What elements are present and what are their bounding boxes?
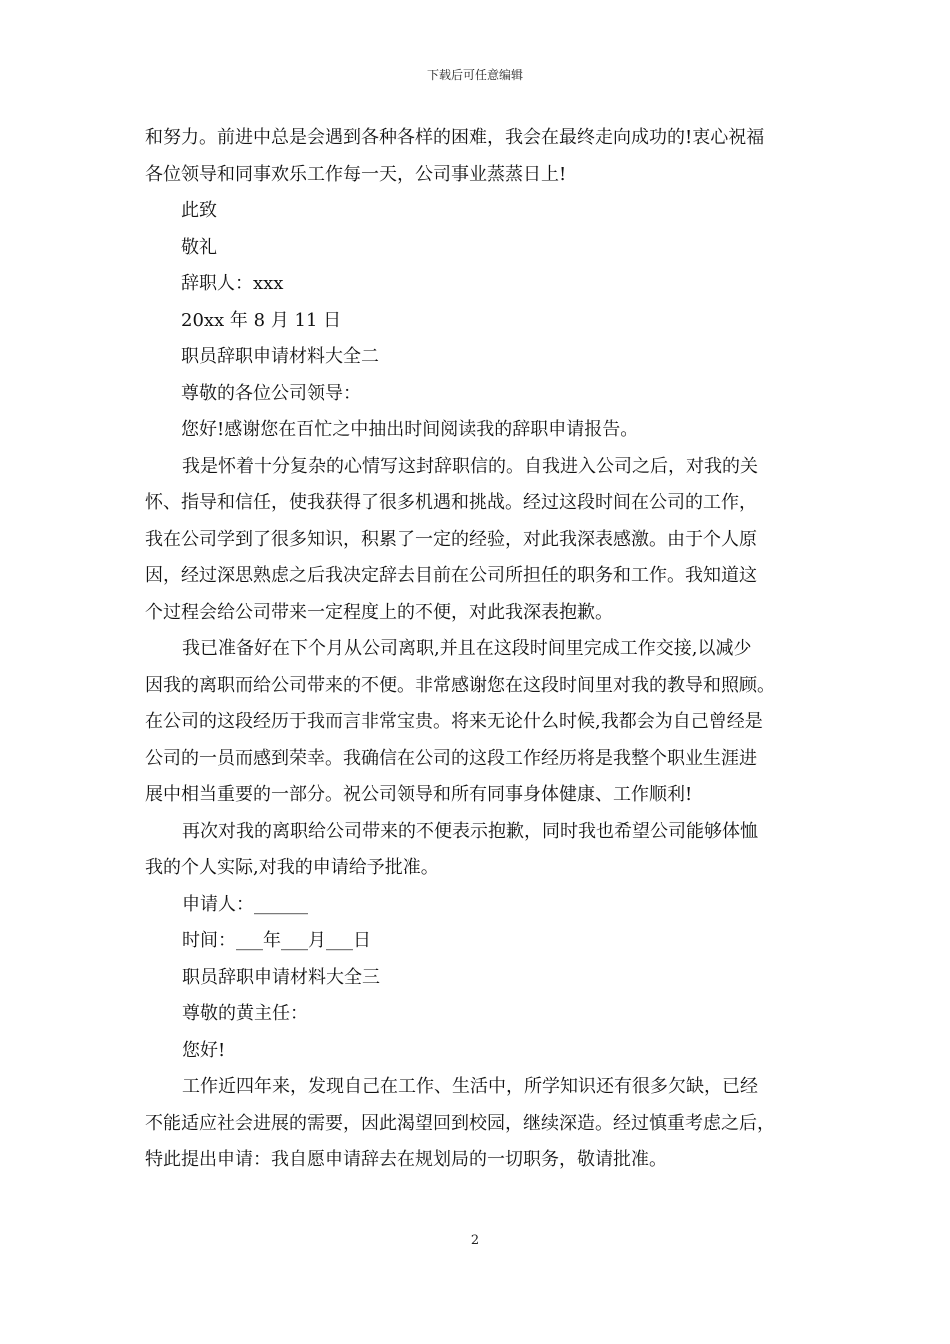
- text-line: 敬礼: [181, 236, 217, 258]
- text-line: 时间：___年___月___日: [182, 930, 371, 951]
- text-line: 特此提出申请：我自愿申请辞去在规划局的一切职务，敬请批准。: [145, 1149, 667, 1170]
- text-line: 我已准备好在下个月从公司离职,并且在这段时间里完成工作交接,以减少: [182, 638, 752, 659]
- text-line: 展中相当重要的一部分。祝公司领导和所有同事身体健康、工作顺利!: [145, 784, 693, 805]
- text-line: 在公司的这段经历于我而言非常宝贵。将来无论什么时候,我都会为自己曾经是: [145, 711, 763, 732]
- text-line: 您好!: [182, 1039, 226, 1061]
- text-line: 不能适应社会进展的需要，因此渴望回到校园，继续深造。经过慎重考虑之后，: [145, 1112, 775, 1134]
- text-line: 因，经过深思熟虑之后我决定辞去目前在公司所担任的职务和工作。我知道这: [145, 565, 757, 586]
- text-line: 个过程会给公司带来一定程度上的不便，对此我深表抱歉。: [145, 601, 613, 623]
- text-line: 此致: [181, 200, 217, 221]
- text-line: 您好!感谢您在百忙之中抽出时间阅读我的辞职申请报告。: [181, 419, 639, 440]
- text-line: 公司的一员而感到荣幸。我确信在公司的这段工作经历将是我整个职业生涯进: [145, 747, 757, 769]
- text-line: 怀、指导和信任，使我获得了很多机遇和挑战。经过这段时间在公司的工作，: [145, 492, 757, 513]
- text-line: 各位领导和同事欢乐工作每一天，公司事业蒸蒸日上!: [145, 163, 567, 185]
- text-line: 我的个人实际,对我的申请给予批准。: [145, 857, 439, 878]
- text-line: 工作近四年来，发现自己在工作、生活中，所学知识还有很多欠缺，已经: [182, 1076, 758, 1097]
- text-line: 因我的离职而给公司带来的不便。非常感谢您在这段时间里对我的教导和照顾。: [145, 674, 775, 696]
- text-line: 再次对我的离职给公司带来的不便表示抱歉，同时我也希望公司能够体恤: [182, 820, 758, 842]
- document-body: [145, 120, 825, 1179]
- text-line: 20xx 年 8 月 11 日: [181, 309, 342, 331]
- text-line: 职员辞职申请材料大全三: [182, 966, 380, 988]
- text-line: 我在公司学到了很多知识，积累了一定的经验，对此我深表感激。由于个人原: [145, 528, 757, 550]
- text-line: 辞职人：xxx: [181, 273, 284, 294]
- text-line: 我是怀着十分复杂的心情写这封辞职信的。自我进入公司之后，对我的关: [182, 455, 758, 477]
- page-header: 下载后可任意编辑: [426, 68, 523, 82]
- text-line: 尊敬的各位公司领导：: [181, 382, 361, 404]
- text-line: 尊敬的黄主任：: [182, 1003, 308, 1024]
- text-line: 职员辞职申请材料大全二: [181, 346, 379, 367]
- text-line: 和努力。前进中总是会遇到各种各样的困难，我会在最终走向成功的!衷心祝福: [145, 127, 765, 148]
- page-number: 2: [470, 1233, 480, 1248]
- text-line: 申请人：______: [182, 893, 308, 915]
